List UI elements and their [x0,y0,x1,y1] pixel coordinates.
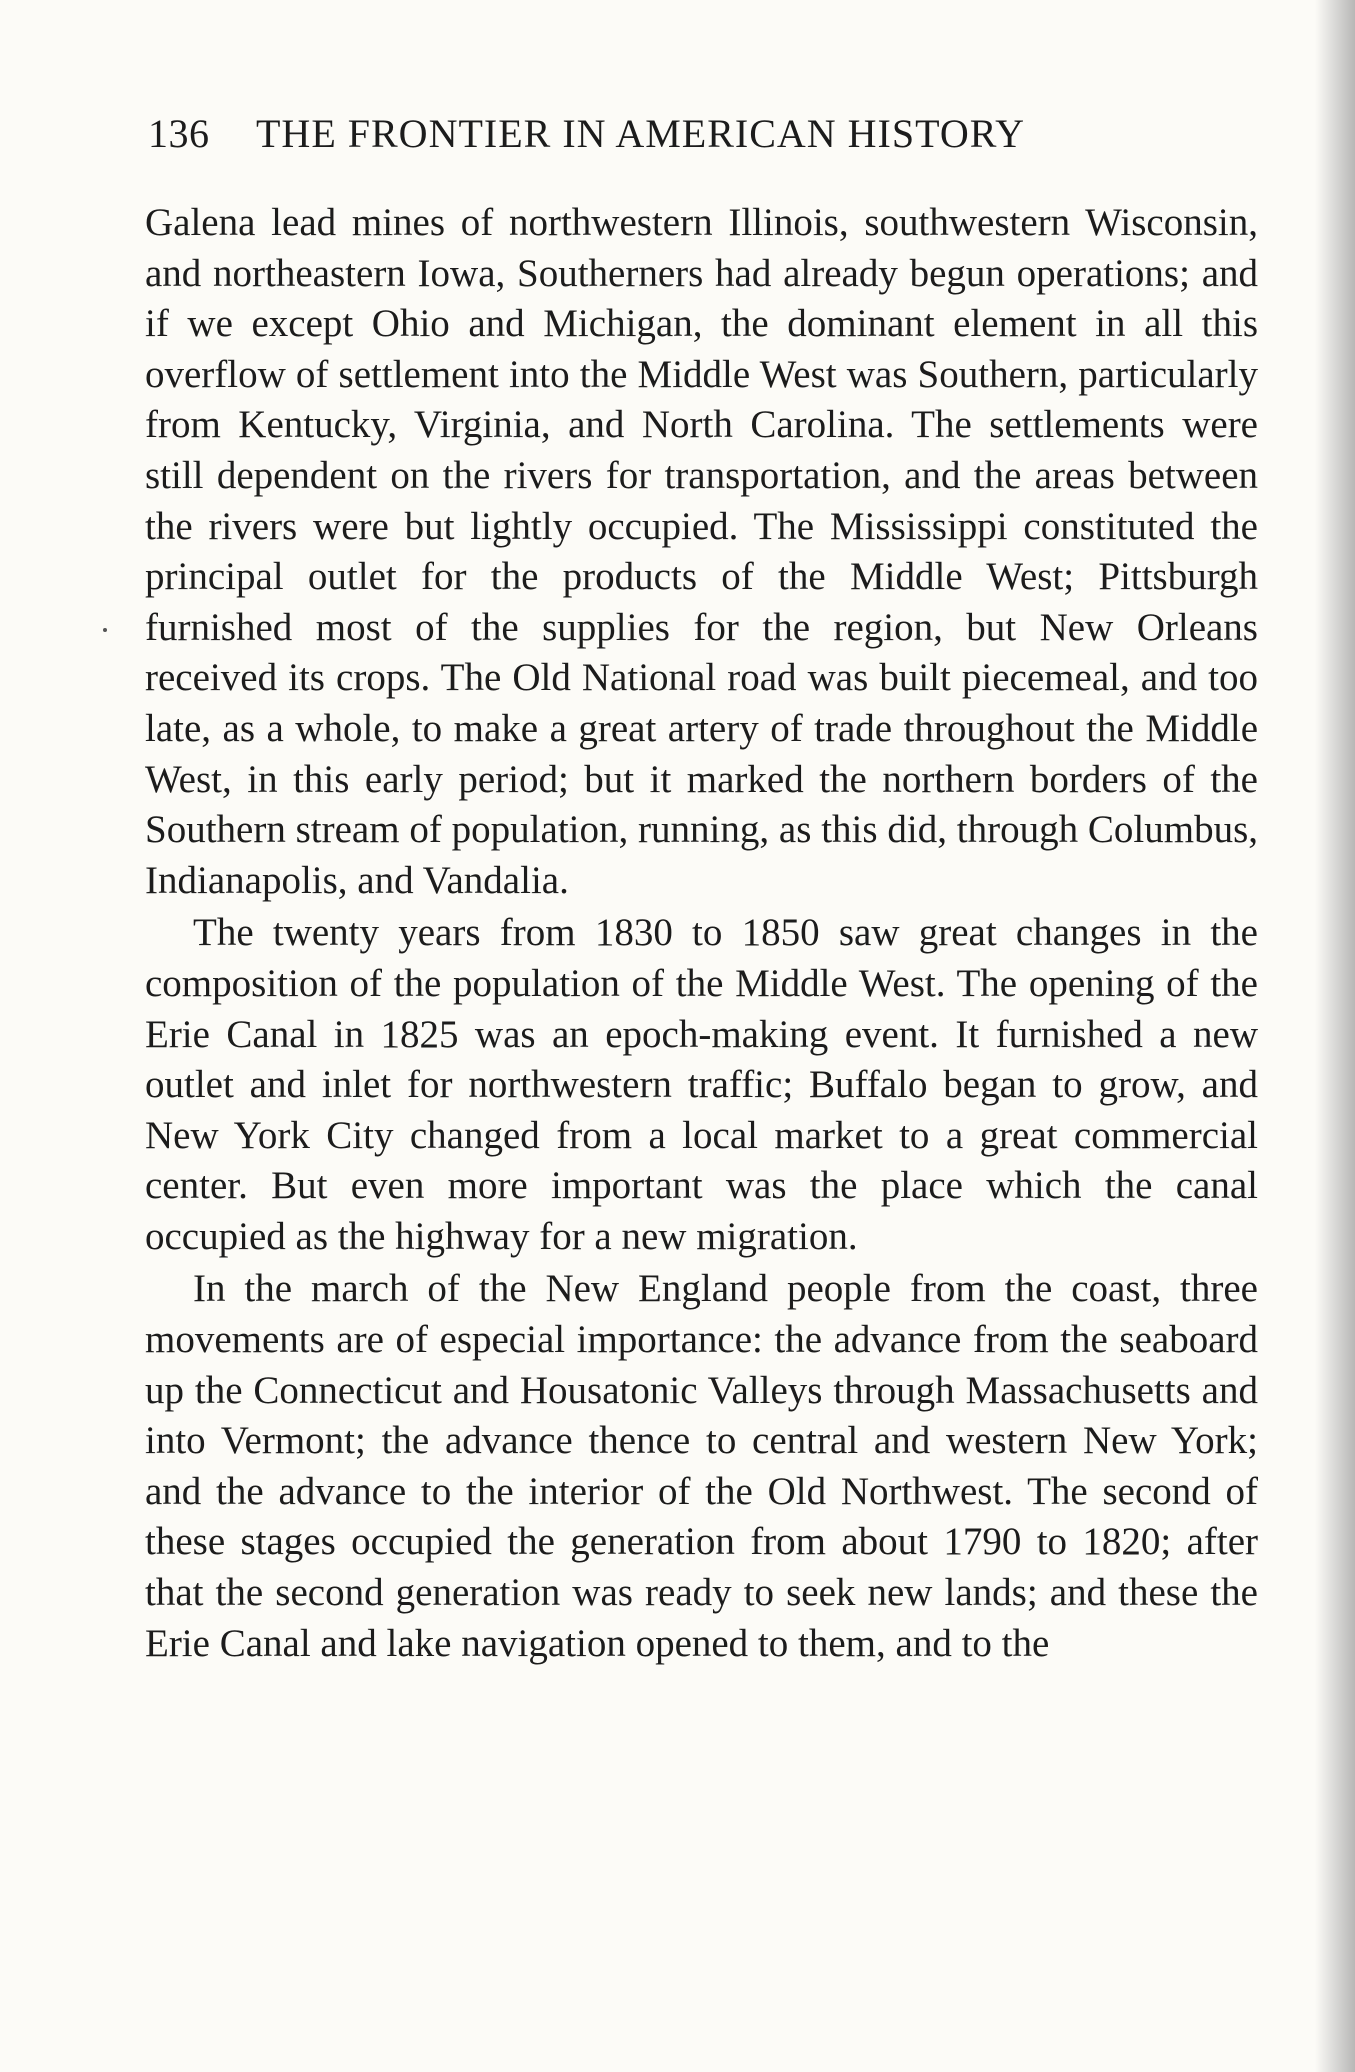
paragraph-erie-canal: The twenty years from 1830 to 1850 saw great changes in the composition of the population of the Middle West. The opening of the Erie Canal in 1825 was an epoch-making event. It furnished a new outlet and inlet for northwestern traffic; Buffalo began to grow, and New York City changed from a local market to a great commercial center. But even more important was the place which the canal occupied as the highway for a new migration. [145,911,1258,1258]
page-number: 136 [148,111,210,156]
page-gutter-shadow [1315,0,1355,2072]
stray-ink-mark [103,628,107,632]
paragraph-new-england-march: In the march of the New England people from the coast, three movements are of especial importance: the advance from the seaboard up the Connecticut and Housatonic Valleys through Massachusetts and into Vermont; the advance thence to central and western New York; and the advance to the interior of the Old Northwest. The second of these stages occupied the generation from about 1790 to 1820; after that the second generation was ready to seek new lands; and these the Erie Canal and lake navigation opened to them, and to the [145,1267,1258,1665]
running-head [148,104,1258,164]
running-title: THE FRONTIER IN AMERICAN HISTORY [256,111,1026,156]
paragraph-continued: Galena lead mines of northwestern Illinois, southwestern Wisconsin, and northeastern Iowa, Southerners had already begun operations; and if we except Ohio and Michigan, the dominant element in all this overflow of settlement into the Middle West was Southern, particularly from Kentucky, Virginia, and North Carolina. The settlements were still dependent on the rivers for transportation, and the areas between the rivers were but lightly occupied. The Mississippi constituted the principal outlet for the products of the Middle West; Pittsburgh furnished most of the supplies for the region, but New Orleans received its crops. The Old National road was built piecemeal, and too late, as a whole, to make a great artery of trade throughout the Middle West, in this early period; but it marked the northern borders of the Southern stream of population, running, as this did, through Columbus, Indianapolis, and Vandalia. [145,201,1258,902]
body-text [145,198,1258,1669]
